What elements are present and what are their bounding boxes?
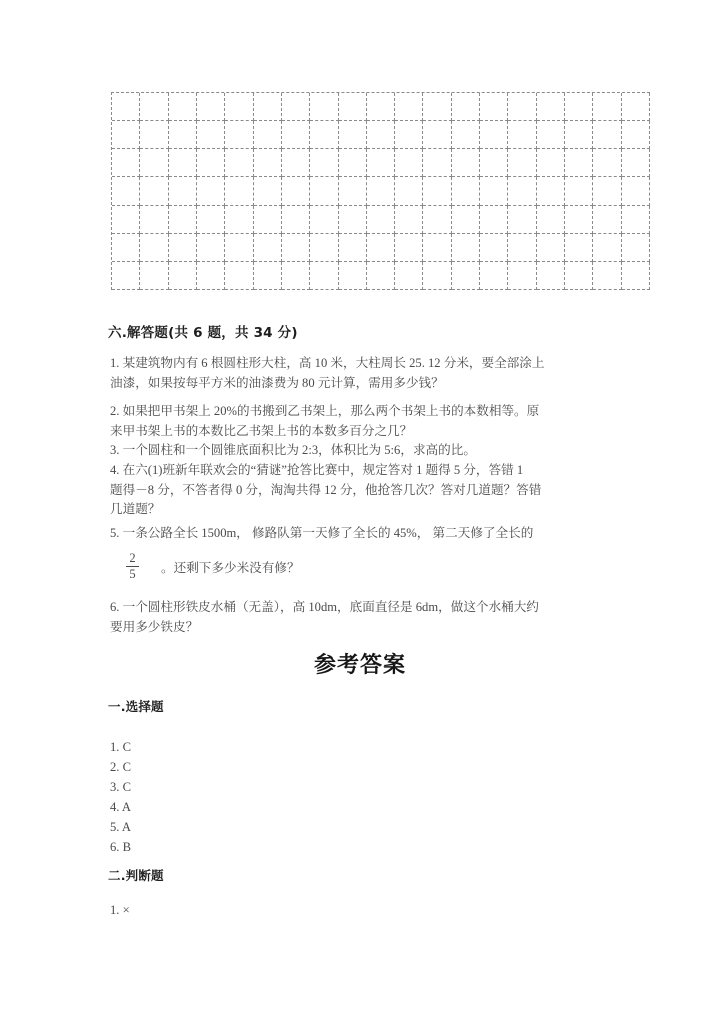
grid-cell xyxy=(310,93,338,121)
grid-cell xyxy=(452,234,480,262)
grid-cell xyxy=(622,93,650,121)
grid-cell xyxy=(508,149,536,177)
grid-cell xyxy=(423,121,451,149)
question-item-3 xyxy=(110,441,622,461)
grid-cell xyxy=(565,177,593,205)
grid-cell xyxy=(508,206,536,234)
grid-cell xyxy=(282,262,310,290)
grid-cell xyxy=(593,262,621,290)
grid-cell xyxy=(140,206,168,234)
list-item: 5. A xyxy=(110,820,131,834)
grid-cell xyxy=(197,177,225,205)
grid-cell xyxy=(565,93,593,121)
grid-cell xyxy=(537,121,565,149)
grid-cell xyxy=(140,93,168,121)
grid-cell xyxy=(112,93,140,121)
grid-cell xyxy=(140,121,168,149)
grid-cell xyxy=(480,93,508,121)
grid-cell xyxy=(310,234,338,262)
grid-cell xyxy=(452,121,480,149)
grid-cell xyxy=(339,206,367,234)
answer-list-choice xyxy=(110,737,131,857)
question-line: 油漆，如果按每平方米的油漆费为 80 元计算，需用多少钱？ xyxy=(110,375,444,390)
question-item-4 xyxy=(110,461,622,520)
grid-cell xyxy=(169,149,197,177)
grid-cell xyxy=(197,149,225,177)
grid-cell xyxy=(282,206,310,234)
list-item: 6. B xyxy=(110,840,131,854)
grid-cell xyxy=(593,234,621,262)
grid-cell xyxy=(339,177,367,205)
grid-cell xyxy=(508,93,536,121)
grid-cell xyxy=(480,121,508,149)
grid-cell xyxy=(254,121,282,149)
grid-cell xyxy=(622,234,650,262)
grid-cell xyxy=(423,206,451,234)
grid-cell xyxy=(169,93,197,121)
grid-cell xyxy=(169,121,197,149)
question-line: 1. 某建筑物内有 6 根圆柱形大柱，高 10 米，大柱周长 25. 12 分米，要全部涂上 xyxy=(110,356,545,370)
grid-cell xyxy=(225,234,253,262)
grid-cell xyxy=(593,93,621,121)
grid-cell xyxy=(197,121,225,149)
grid-cell xyxy=(395,121,423,149)
question-line: 2. 如果把甲书架上 20%的书搬到乙书架上，那么两个书架上书的本数相等。原 xyxy=(110,404,540,418)
grid-cell xyxy=(310,262,338,290)
grid-cell xyxy=(423,234,451,262)
grid-cell xyxy=(254,206,282,234)
grid-cell xyxy=(622,177,650,205)
grid-cell xyxy=(169,206,197,234)
list-item: 1. × xyxy=(110,903,130,917)
question-item-6 xyxy=(110,598,622,637)
grid-cell xyxy=(225,262,253,290)
grid-cell xyxy=(565,149,593,177)
grid-cell xyxy=(537,93,565,121)
grid-cell xyxy=(480,262,508,290)
grid-cell xyxy=(339,149,367,177)
grid-cell xyxy=(367,93,395,121)
question-line: 6. 一个圆柱形铁皮水桶（无盖），高 10dm，底面直径是 6dm，做这个水桶大约 xyxy=(110,600,539,614)
grid-cell xyxy=(310,149,338,177)
section-heading-solve: 六.解答题(共 6 题，共 34 分) xyxy=(108,325,298,341)
question-line: 3. 一个圆柱和一个圆锥底面积比为 2:3，体积比为 5:6，求高的比。 xyxy=(110,443,476,457)
grid-cell xyxy=(367,262,395,290)
grid-cell xyxy=(452,149,480,177)
fraction-denominator: 5 xyxy=(129,566,136,581)
grid-cell xyxy=(537,177,565,205)
grid-cell xyxy=(282,177,310,205)
list-item: 4. A xyxy=(110,800,131,814)
question-line: 。还剩下多少米没有修？ xyxy=(161,560,300,575)
grid-cell xyxy=(423,93,451,121)
grid-cell xyxy=(225,149,253,177)
grid-cell xyxy=(565,262,593,290)
reference-answers-title: 参考答案 xyxy=(313,653,406,678)
list-item: 2. C xyxy=(110,760,131,774)
grid-cell xyxy=(367,149,395,177)
grid-cell xyxy=(508,177,536,205)
grid-cell xyxy=(254,234,282,262)
grid-cell xyxy=(112,121,140,149)
grid-cell xyxy=(225,121,253,149)
grid-cell xyxy=(395,206,423,234)
grid-cell xyxy=(537,234,565,262)
answers-heading-choice: 一.选择题 xyxy=(108,699,164,714)
grid-cell xyxy=(112,177,140,205)
grid-cell xyxy=(508,121,536,149)
grid-cell xyxy=(254,149,282,177)
question-item-1 xyxy=(110,354,622,393)
grid-cell xyxy=(508,262,536,290)
grid-cell xyxy=(423,177,451,205)
grid-cell xyxy=(565,234,593,262)
grid-cell xyxy=(593,121,621,149)
grid-cell xyxy=(140,149,168,177)
grid-cell xyxy=(423,262,451,290)
grid-cell xyxy=(622,206,650,234)
grid-cell xyxy=(395,262,423,290)
grid-cell xyxy=(452,177,480,205)
grid-cell xyxy=(112,234,140,262)
grid-cell xyxy=(112,206,140,234)
grid-cell xyxy=(367,121,395,149)
grid-cell xyxy=(537,206,565,234)
fraction-numerator: 2 xyxy=(129,551,136,565)
grid-cell xyxy=(254,93,282,121)
grid-cell xyxy=(169,262,197,290)
grid-cell xyxy=(452,262,480,290)
grid-cell xyxy=(339,93,367,121)
question-line: 几道题？ xyxy=(110,502,161,516)
grid-cell xyxy=(622,121,650,149)
grid-cell xyxy=(254,262,282,290)
grid-cell xyxy=(282,121,310,149)
grid-cell xyxy=(282,149,310,177)
grid-cell xyxy=(452,93,480,121)
grid-cell xyxy=(480,149,508,177)
grid-cell xyxy=(395,234,423,262)
grid-cell xyxy=(480,206,508,234)
grid-cell xyxy=(339,262,367,290)
question-item-5 xyxy=(110,524,622,544)
grid-cell xyxy=(339,234,367,262)
grid-cell xyxy=(197,93,225,121)
grid-cell xyxy=(367,177,395,205)
fraction-two-fifths xyxy=(126,552,139,580)
list-item: 3. C xyxy=(110,780,131,794)
grid-cell xyxy=(310,177,338,205)
grid-cell xyxy=(225,93,253,121)
answers-heading-judge: 二.判断题 xyxy=(108,868,164,883)
grid-cell xyxy=(339,121,367,149)
grid-cell xyxy=(197,234,225,262)
grid-cell xyxy=(140,234,168,262)
question-line: 5. 一条公路全长 1500m， 修路队第一天修了全长的 45%， 第二天修了全长的 xyxy=(110,526,534,540)
grid-cell xyxy=(140,262,168,290)
grid-cell xyxy=(367,234,395,262)
grid-cell xyxy=(452,206,480,234)
question-line: 4. 在六(1)班新年联欢会的“猜谜”抢答比赛中，规定答对 1 题得 5 分，答错 1 xyxy=(110,463,524,477)
grid-cell xyxy=(197,262,225,290)
list-item: 1. C xyxy=(110,740,131,754)
question-5-fraction-row xyxy=(110,552,622,580)
grid-cell xyxy=(593,206,621,234)
grid-cell xyxy=(112,262,140,290)
grid-cell xyxy=(395,93,423,121)
grid-cell xyxy=(565,121,593,149)
grid-cell xyxy=(310,121,338,149)
grid-cell xyxy=(537,149,565,177)
grid-cell xyxy=(565,206,593,234)
grid-cell xyxy=(593,149,621,177)
grid-cell xyxy=(508,234,536,262)
grid-cell xyxy=(423,149,451,177)
grid-cell xyxy=(254,177,282,205)
grid-cell xyxy=(197,206,225,234)
grid-cell xyxy=(282,93,310,121)
grid-cell xyxy=(225,206,253,234)
grid-cell xyxy=(480,177,508,205)
grid-cell xyxy=(112,149,140,177)
grid-cell xyxy=(395,149,423,177)
grid-cell xyxy=(480,234,508,262)
grid-cell xyxy=(225,177,253,205)
grid-cell xyxy=(622,149,650,177)
grid-cell xyxy=(622,262,650,290)
writing-answer-grid xyxy=(111,92,650,290)
answer-list-judge xyxy=(110,900,130,920)
question-line: 要用多少铁皮？ xyxy=(110,619,199,634)
grid-cell xyxy=(140,177,168,205)
grid-cell xyxy=(593,177,621,205)
grid-cell xyxy=(395,177,423,205)
grid-cell xyxy=(310,206,338,234)
grid-cell xyxy=(169,177,197,205)
question-item-2 xyxy=(110,402,622,441)
grid-cell xyxy=(367,206,395,234)
question-line: 题得－8 分，不答者得 0 分，淘淘共得 12 分，他抢答几次？答对几道题？答错 xyxy=(110,482,542,497)
question-line: 来甲书架上书的本数比乙书架上书的本数多百分之几？ xyxy=(110,423,413,438)
grid-cell xyxy=(282,234,310,262)
grid-cell xyxy=(169,234,197,262)
grid-cell xyxy=(537,262,565,290)
